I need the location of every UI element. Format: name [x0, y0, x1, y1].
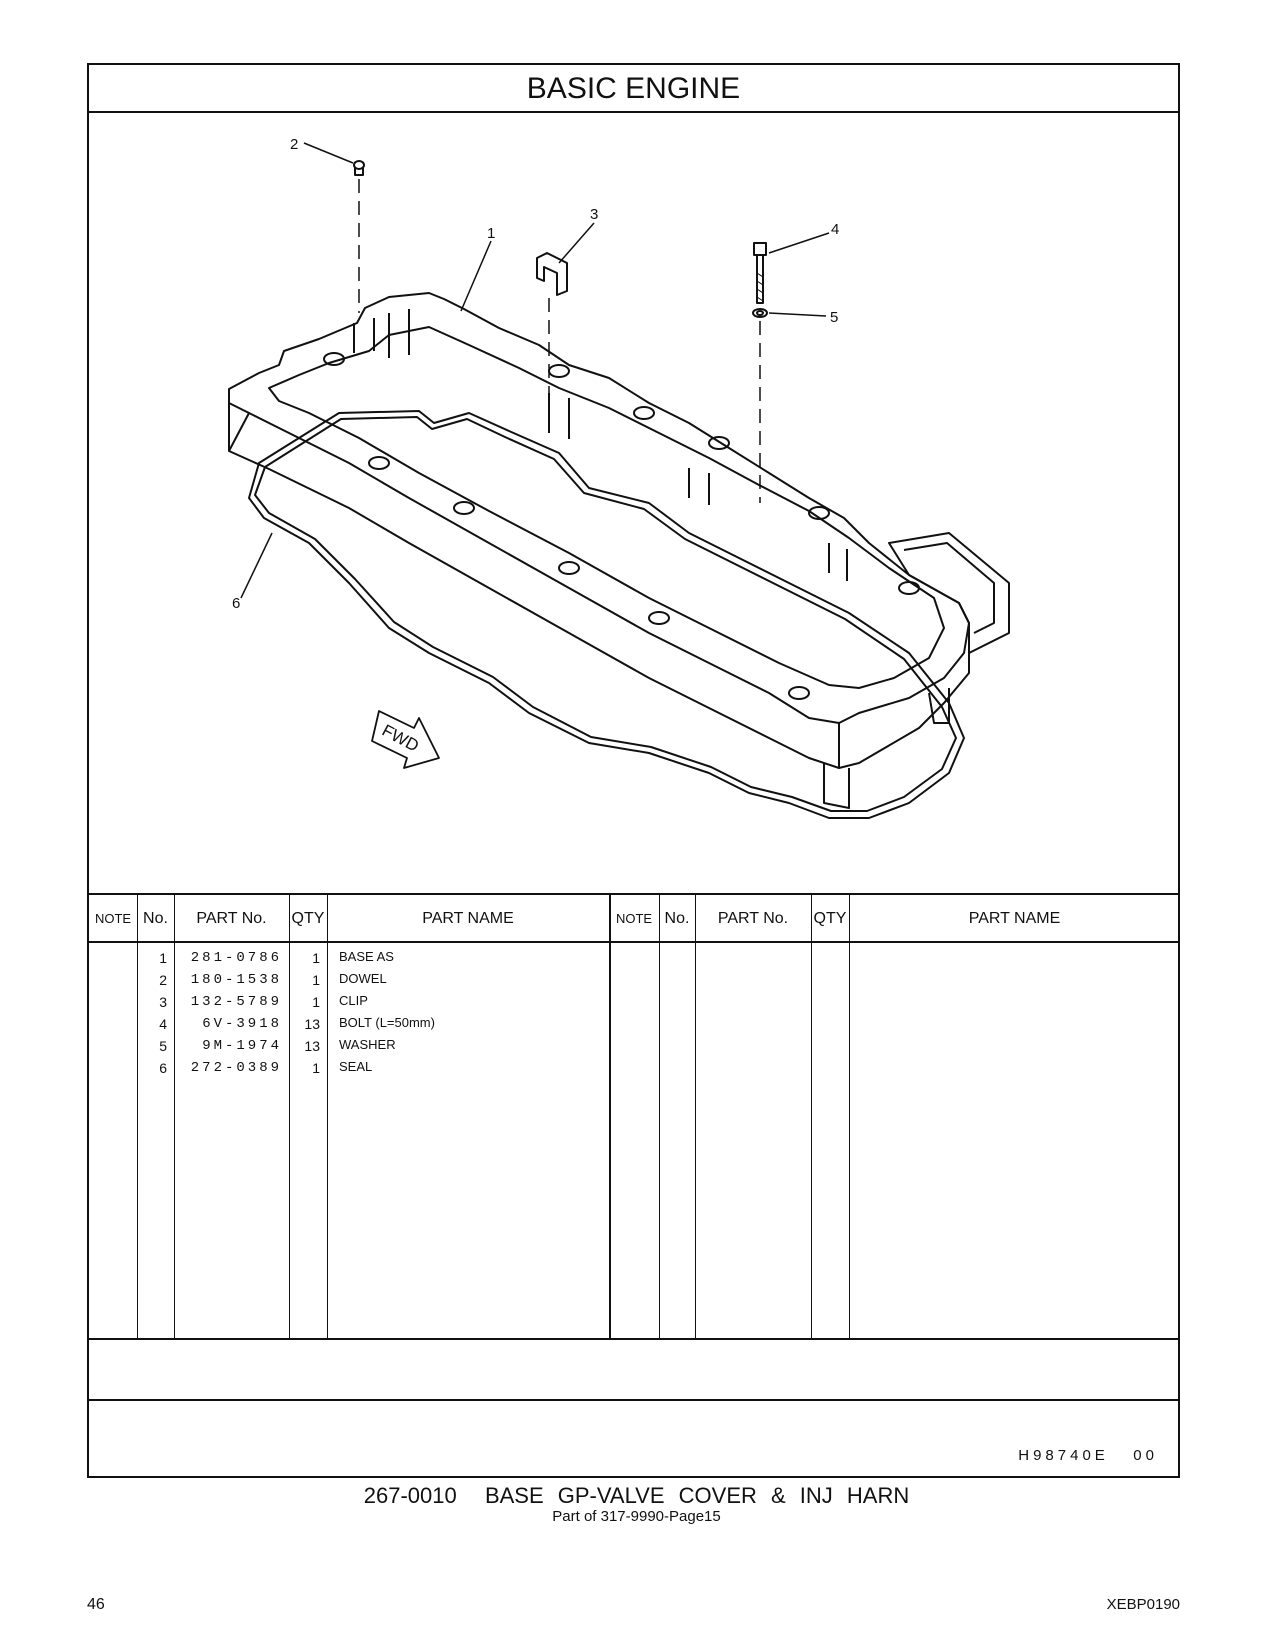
- col-divider: [327, 895, 328, 1340]
- row-no: 4: [159, 1016, 167, 1032]
- page-title: BASIC ENGINE: [89, 65, 1178, 113]
- callout-5: 5: [830, 309, 839, 326]
- header-note: NOTE: [94, 911, 132, 926]
- base-front-wall-edge: [229, 413, 249, 451]
- leader-line-1: [461, 241, 491, 311]
- header-part-no-right: PART No.: [717, 910, 789, 927]
- row-qty: 13: [304, 1038, 320, 1054]
- pillar: [829, 543, 847, 581]
- header-qty: QTY: [291, 910, 325, 927]
- row-part-no: 6V-3918: [202, 1016, 282, 1032]
- boss: [899, 582, 919, 594]
- col-divider-center: [609, 895, 611, 1340]
- bolt-shank: [757, 255, 763, 303]
- leader-line-6: [241, 533, 272, 598]
- fwd-arrow-label: FWD: [378, 720, 422, 756]
- group-subcaption: Part of 317-9990-Page15: [552, 1508, 721, 1525]
- header-part-name: PART NAME: [422, 910, 514, 927]
- base-rim: [229, 293, 969, 723]
- boss: [369, 457, 389, 469]
- header-no-right: No.: [664, 910, 690, 927]
- row-part-name: CLIP: [339, 993, 368, 1008]
- bolt-head: [754, 243, 766, 255]
- row-part-no: 272-0389: [190, 1060, 282, 1076]
- seal-outline: [249, 411, 964, 818]
- leader-line-5: [769, 313, 826, 316]
- row-no: 2: [159, 972, 167, 988]
- row-no: 3: [159, 994, 167, 1010]
- base-front-wall: [229, 403, 839, 768]
- leader-line-4: [769, 233, 829, 253]
- callout-4: 4: [831, 221, 840, 238]
- row-qty: 1: [312, 972, 320, 988]
- parts-drawing-svg: [89, 113, 1178, 893]
- col-divider: [849, 895, 850, 1340]
- boss: [789, 687, 809, 699]
- parts-list-table: [89, 893, 1178, 1401]
- pillar: [549, 393, 569, 439]
- row-no: 5: [159, 1038, 167, 1054]
- washer-hole: [757, 311, 763, 315]
- document-code: XEBP0190: [1106, 1596, 1180, 1613]
- row-qty: 13: [304, 1016, 320, 1032]
- parts-page-frame: [87, 63, 1180, 1478]
- row-part-name: DOWEL: [339, 971, 387, 986]
- header-no: No.: [143, 910, 168, 927]
- row-qty: 1: [312, 1060, 320, 1076]
- header-qty-right: QTY: [813, 910, 847, 927]
- row-part-no: 281-0786: [190, 950, 282, 966]
- boss: [454, 502, 474, 514]
- header-part-no: PART No.: [196, 910, 267, 927]
- header-note-right: NOTE: [615, 911, 653, 926]
- base-lug: [824, 763, 849, 808]
- pillar: [689, 468, 709, 505]
- row-part-no: 9M-1974: [202, 1038, 282, 1054]
- exploded-view-illustration: [89, 113, 1178, 893]
- boss: [559, 562, 579, 574]
- row-part-name: BOLT (L=50mm): [339, 1015, 435, 1030]
- callout-3: 3: [590, 206, 599, 223]
- table-bottom-divider: [89, 1338, 1178, 1340]
- row-part-name: BASE AS: [339, 949, 394, 964]
- callout-2: 2: [290, 136, 299, 153]
- row-part-no: 132-5789: [190, 994, 282, 1010]
- boss: [549, 365, 569, 377]
- leader-line-2: [304, 143, 353, 163]
- row-no: 6: [159, 1060, 167, 1076]
- row-part-no: 180-1538: [190, 972, 282, 988]
- col-divider: [811, 895, 812, 1340]
- header-part-name-right: PART NAME: [968, 910, 1061, 927]
- boss: [649, 612, 669, 624]
- row-qty: 1: [312, 994, 320, 1010]
- callout-1: 1: [487, 225, 496, 242]
- row-no: 1: [159, 950, 167, 966]
- page-number: 46: [87, 1596, 105, 1613]
- base-inner-rim: [269, 327, 944, 688]
- row-part-name: SEAL: [339, 1059, 373, 1074]
- row-qty: 1: [312, 950, 320, 966]
- col-divider: [659, 895, 660, 1340]
- boss: [634, 407, 654, 419]
- row-part-name: WASHER: [339, 1037, 396, 1052]
- group-caption: 267-0010 BASE GP-VALVE COVER & INJ HARN: [363, 1483, 910, 1508]
- callout-6: 6: [232, 595, 241, 612]
- boss: [709, 437, 729, 449]
- leader-line-3: [559, 223, 594, 263]
- illustration-code: H98740E 00: [1018, 1447, 1158, 1464]
- col-divider: [695, 895, 696, 1340]
